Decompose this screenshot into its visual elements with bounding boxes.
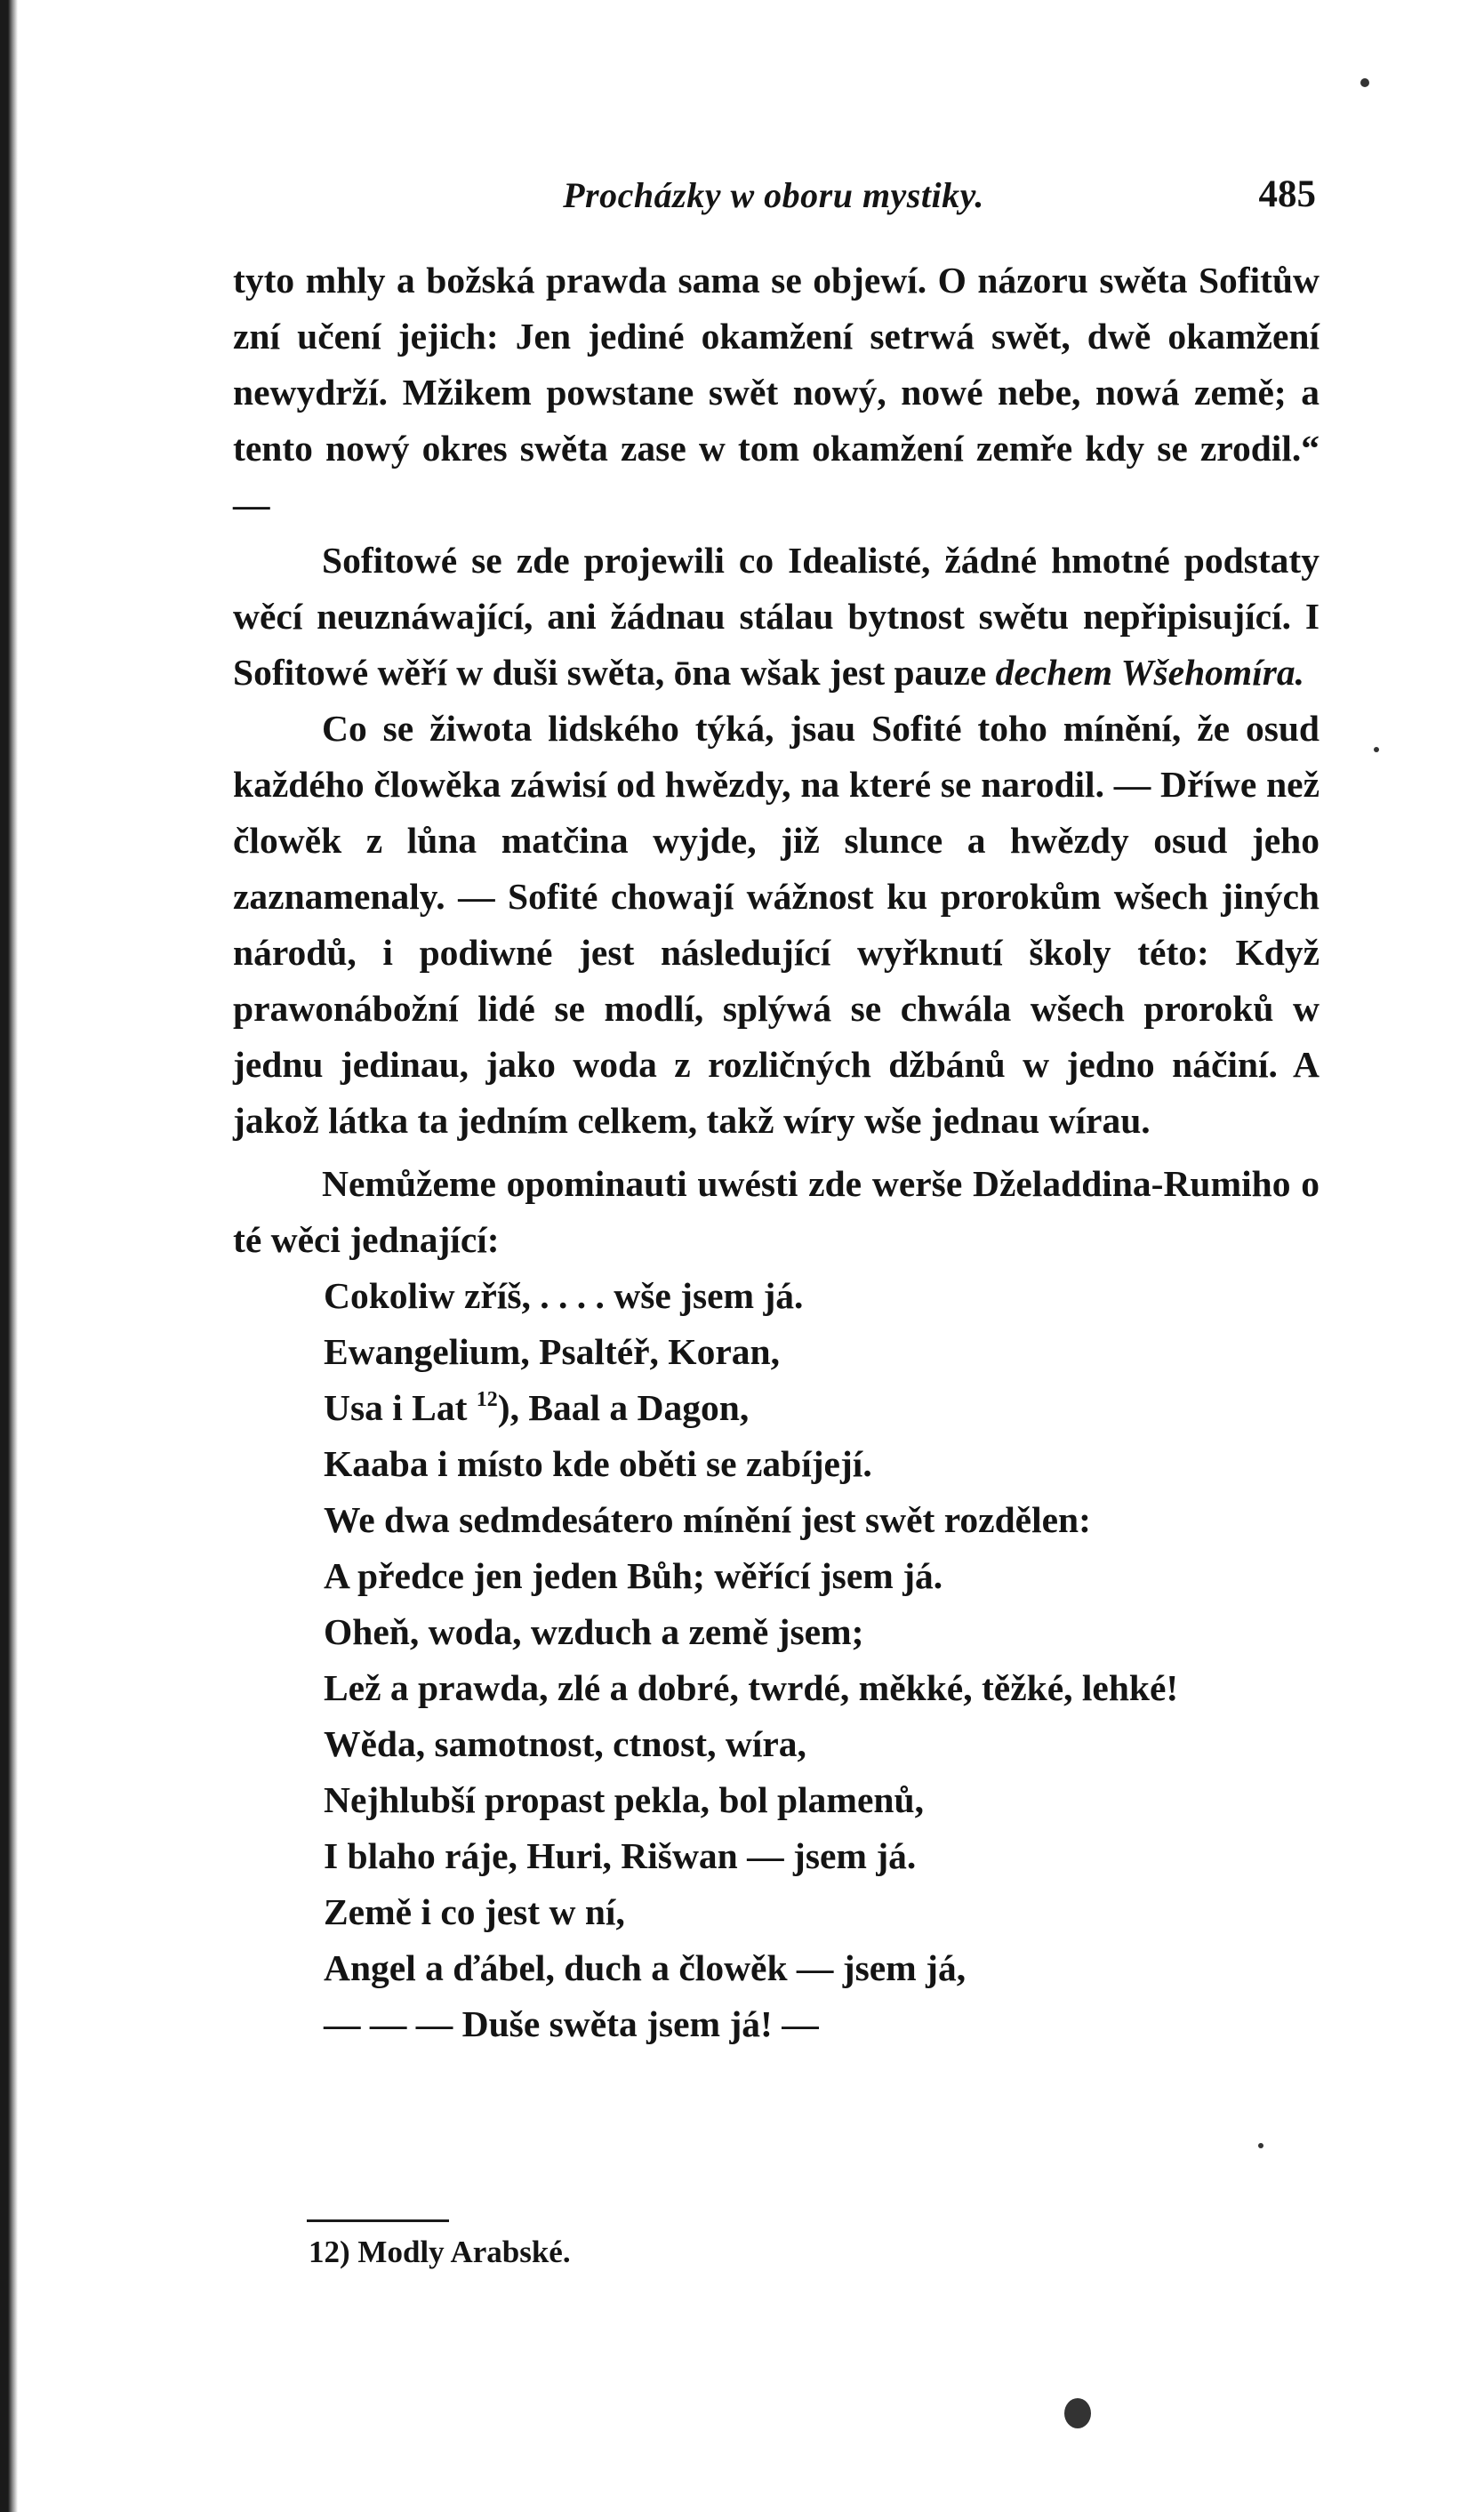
- running-title: Procházky w oboru mystiky.: [563, 175, 984, 215]
- emphasis-dechem-wsehomira: dechem Wšehomíra.: [995, 652, 1305, 693]
- paragraph-sofite-idealists-text: Sofitowé se zde projewili co Idealisté, žádné hmotné podstaty wěcí neuznáwající, ani žádnau stálau bytnost swětu nepřipisující. I Sofitowé wěří w duši swěta, ōna wšak jest pauze: [233, 540, 1320, 693]
- footnote-divider: [307, 2219, 449, 2222]
- poem-line: Wěda, samotnost, ctnost, wíra,: [324, 1723, 806, 1764]
- poem-line: Angel a ďábel, duch a člowěk — jsem já,: [324, 1947, 967, 1988]
- poem-line: We dwa sedmdesátero mínění jest swět rozdělen:: [324, 1499, 1091, 1540]
- poem-line: — — — Duše swěta jsem já! —: [324, 2003, 819, 2044]
- paragraph-sofite-worldview: tyto mhly a božská prawda sama se objewí. O názoru swěta Sofitůw zní učení jejich: Jen jediné okamžení setrwá swět, dwě okamžení newydrží. Mžikem powstane swět nowý, nowé nebe, nowá země; a tento nowý okres swěta zase w tom okamžení zemře kdy se zrodil.“ —: [233, 260, 1320, 525]
- ink-speck: [1374, 747, 1379, 752]
- poem-line: Země i co jest w ní,: [324, 1891, 625, 1932]
- poem-line-text: Usa i Lat: [324, 1387, 477, 1428]
- poem-line: A předce jen jeden Bůh; wěřící jsem já.: [324, 1555, 943, 1596]
- poem-line: Ewangelium, Psaltéř, Koran,: [324, 1331, 780, 1372]
- paragraph-poem-intro: Nemůžeme opominauti uwésti zde werše Dželaddina-Rumiho o té wěci jednající:: [233, 1163, 1320, 1260]
- poem-line: Lež a prawda, zlé a dobré, twrdé, měkké, těžké, lehké!: [324, 1667, 1179, 1708]
- ink-speck: [1258, 2143, 1263, 2148]
- poem-line: Kaaba i místo kde oběti se zabíjejí.: [324, 1443, 872, 1484]
- paragraph-human-fate: Co se žiwota lidského týká, jsau Sofité toho mínění, že osud každého člowěka záwisí od hwězdy, na které se narodil. — Dříwe než člowěk z lůna matčina wyjde, již slunce a hwězdy osud jeho zaznamenaly. — Sofité chowají wážnost ku prorokům wšech jiných národů, i podiwné jest následující wyřknutí školy této: Když prawonábožní lidé se modlí, splýwá se chwála wšech proroků w jednu jedinau, jako woda z rozličných džbánů w jedno náčiní. A jakož látka ta jedním celkem, takž wíry wše jednau wírau.: [233, 708, 1320, 1141]
- poem-line-text: ), Baal a Dagon,: [497, 1387, 750, 1428]
- page-binding-edge: [0, 0, 18, 2512]
- poem-line: I blaho ráje, Huri, Rišwan — jsem já.: [324, 1835, 917, 1876]
- footnote: 12) Modly Arabské.: [309, 2235, 571, 2269]
- page-number: 485: [1258, 173, 1316, 215]
- running-header: [231, 174, 1316, 228]
- paragraph-sofite-idealists: [233, 533, 1320, 701]
- footnote-reference: 12: [476, 1388, 498, 1411]
- poem-line: Nejhlubší propast pekla, bol plamenů,: [324, 1779, 924, 1820]
- poem-line: Cokoliw zříš, . . . . wše jsem já.: [324, 1275, 804, 1316]
- ink-speck: [1360, 78, 1369, 87]
- poem-line: Oheň, woda, wzduch a země jsem;: [324, 1611, 864, 1652]
- poem-line: [324, 1380, 1320, 1436]
- body-text: [233, 253, 1320, 2052]
- ink-speck: [1064, 2398, 1091, 2428]
- poem-dzeladdin-rumi: [233, 1268, 1320, 2052]
